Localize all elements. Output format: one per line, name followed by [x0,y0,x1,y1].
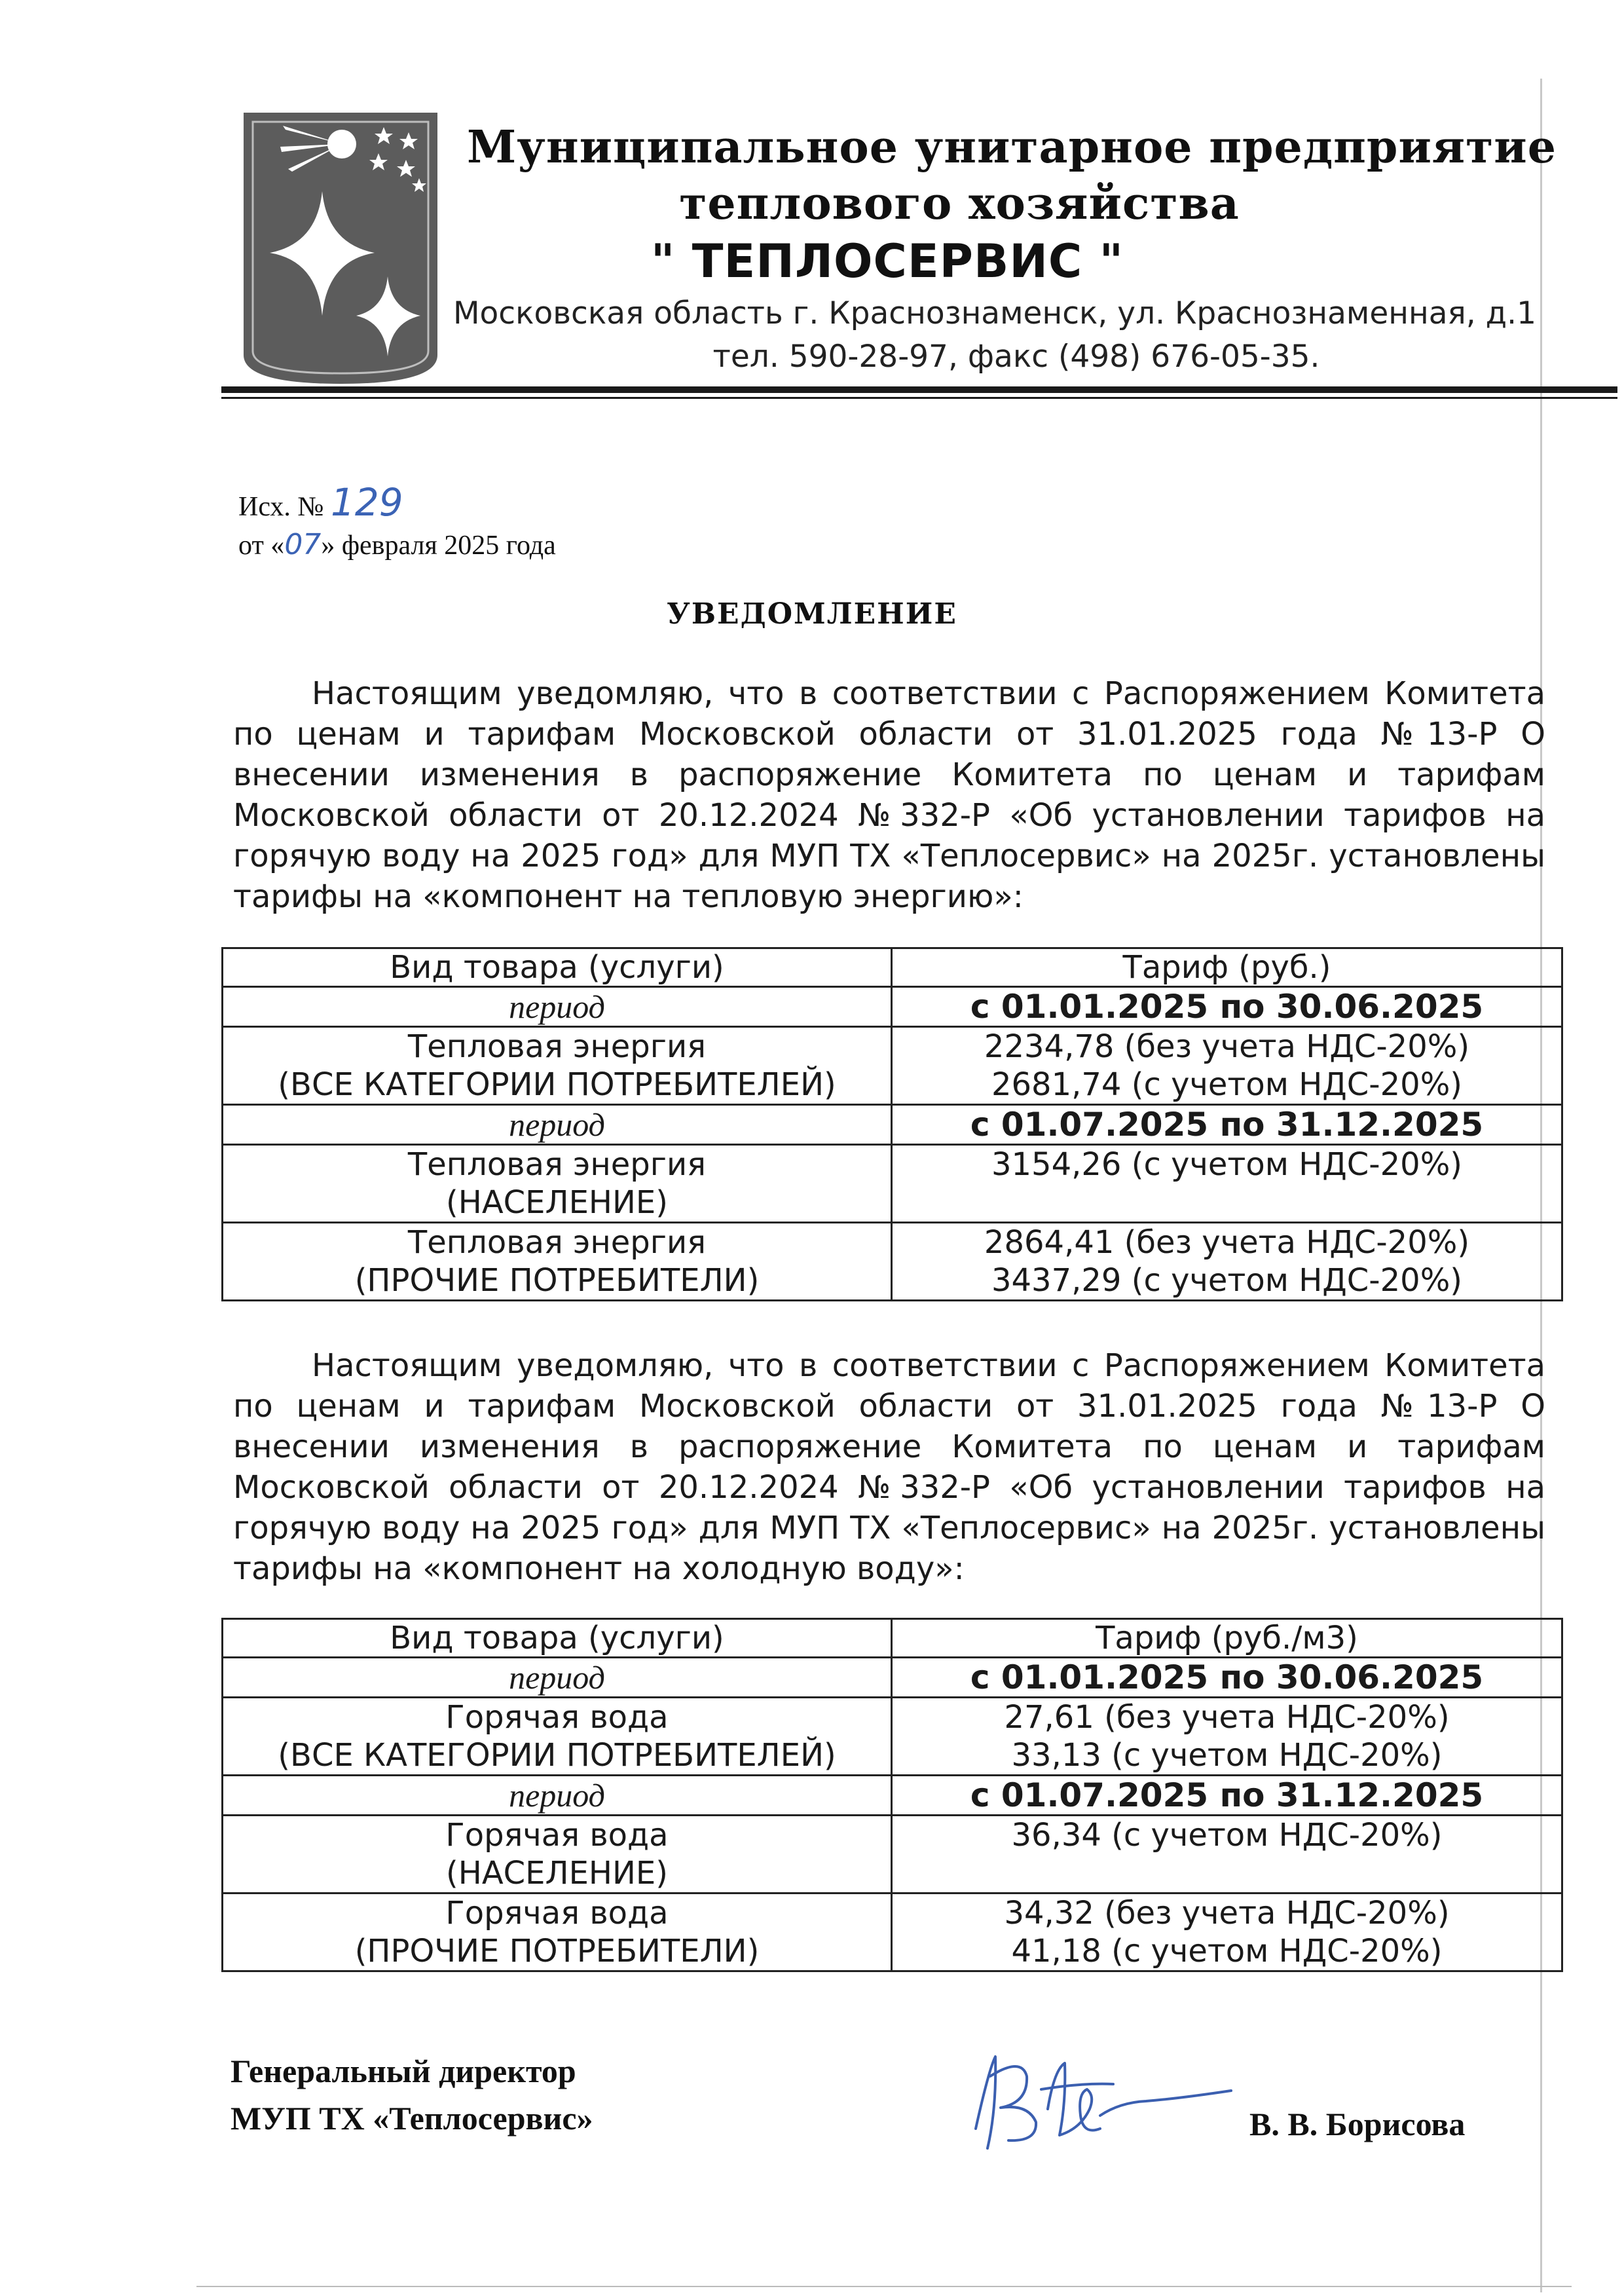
service-category: (ПРОЧИЕ ПОТРЕБИТЕЛИ) [354,1933,760,1969]
period-label-cell: период [223,1105,892,1145]
service-name: Горячая вода [445,1895,669,1931]
tariff-value: 27,61 (без учета НДС-20%) [1004,1699,1450,1736]
table-row [223,987,1562,1027]
service-name: Горячая вода [445,1817,669,1854]
document-title: УВЕДОМЛЕНИЕ [667,597,957,631]
address-line2: тел. 590-28-97, факс (498) 676-05-35. [712,339,1320,375]
tariff-value-cell [892,1027,1562,1105]
period-range-cell: с 01.01.2025 по 30.06.2025 [892,987,1562,1027]
org-name-line3: " ТЕПЛОСЕРВИС " [650,234,1124,288]
signatory-position-line1: Генеральный директор [231,2053,576,2089]
period-label-cell: период [223,987,892,1027]
service-category: (ВСЕ КАТЕГОРИИ ПОТРЕБИТЕЛЕЙ) [278,1066,836,1103]
table-header-cell: Вид товара (услуги) [223,1619,892,1658]
letterhead-divider-thin [221,397,1617,399]
tariff-table-hot-water [221,1618,1563,1972]
service-name: Тепловая энергия [407,1028,707,1065]
tariff-value: 3154,26 (с учетом НДС-20%) [991,1146,1463,1183]
signatory-name: В. В. Борисова [1249,2106,1466,2142]
handwritten-signature-icon [950,2030,1251,2161]
tariff-value: 2681,74 (с учетом НДС-20%) [991,1066,1463,1103]
signatory-position-line2: МУП ТХ «Теплосервис» [231,2100,593,2136]
service-name-cell [223,1816,892,1894]
organization-name [452,119,1572,289]
service-name-cell [223,1894,892,1971]
tariff-value-cell [892,1223,1562,1301]
tariff-value: 36,34 (с учетом НДС-20%) [1011,1817,1443,1854]
tariff-value-cell [892,1894,1562,1971]
service-name: Тепловая энергия [407,1146,707,1183]
tariff-value: 2234,78 (без учета НДС-20%) [984,1028,1470,1065]
table-row [223,1027,1562,1105]
date-suffix: » февраля 2025 года [321,531,556,561]
period-range-cell: с 01.07.2025 по 31.12.2025 [892,1776,1562,1816]
outgoing-number-label: Исх. № [238,492,324,522]
tariff-value-cell [892,1145,1562,1223]
service-name-cell [223,1027,892,1105]
paragraph-heat-energy-text: Настоящим уведомляю, что в соответствии с Распоряжением Комитета по ценам и тарифам Московской области от 31.01.2025 года №13-Р О внесении изменения в распоряжение Комитета по ценам и тарифам Московской области от 20.12.2024 №332-Р «Об установлении тарифов на горячую воду на 2025 год» для МУП ТХ «Теплосервис» на 2025г. установлены тарифы на «компонент на тепловую энергию»: [233,675,1545,915]
table-row [223,1223,1562,1301]
outgoing-number-line [238,480,556,526]
period-range-cell: с 01.07.2025 по 31.12.2025 [892,1105,1562,1145]
tariff-value: 34,32 (без учета НДС-20%) [1004,1895,1450,1931]
service-category: (НАСЕЛЕНИЕ) [446,1855,668,1892]
service-name: Тепловая энергия [407,1224,707,1261]
outgoing-date-line [238,526,556,565]
table-row [223,1816,1562,1894]
service-name-cell [223,1223,892,1301]
outgoing-reference [238,480,556,565]
scan-bottom-edge [196,2286,1572,2287]
table-row [223,1105,1562,1145]
tariff-table-heat-energy [221,947,1563,1301]
organization-address [453,292,1593,379]
signatory-position [231,2047,593,2142]
tariff-value: 3437,29 (с учетом НДС-20%) [991,1262,1463,1299]
table-row [223,1776,1562,1816]
tariff-value-cell [892,1698,1562,1776]
table-row [223,1619,1562,1658]
service-name: Горячая вода [445,1699,669,1736]
outgoing-number-handwritten: 129 [331,480,403,525]
tariff-value: 2864,41 (без учета НДС-20%) [984,1224,1470,1261]
coat-of-arms-logo-icon [244,113,437,384]
period-label-cell: период [223,1776,892,1816]
paragraph-cold-water [233,1345,1545,1589]
table-row [223,1145,1562,1223]
date-prefix: от « [238,531,285,561]
service-category: (НАСЕЛЕНИЕ) [446,1184,668,1221]
date-day-handwritten: 07 [284,528,322,561]
table-row [223,1698,1562,1776]
period-range-cell: с 01.01.2025 по 30.06.2025 [892,1658,1562,1698]
table-row [223,1894,1562,1971]
org-name-line1: Муниципальное унитарное предприятие [467,121,1557,174]
org-name-line2: теплового хозяйства [679,177,1240,230]
table-row [223,948,1562,987]
table-row [223,1658,1562,1698]
paragraph-heat-energy [233,673,1545,917]
letterhead-divider-thick [221,386,1617,393]
tariff-value: 41,18 (с учетом НДС-20%) [1011,1933,1443,1969]
service-name-cell [223,1145,892,1223]
address-line1: Московская область г. Краснознаменск, ул. Краснознаменная, д.1 [453,295,1537,331]
period-label-cell: период [223,1658,892,1698]
service-category: (ВСЕ КАТЕГОРИИ ПОТРЕБИТЕЛЕЙ) [278,1737,836,1774]
table-header-cell: Тариф (руб./м3) [892,1619,1562,1658]
table-header-cell: Тариф (руб.) [892,948,1562,987]
service-category: (ПРОЧИЕ ПОТРЕБИТЕЛИ) [354,1262,760,1299]
paragraph-cold-water-text: Настоящим уведомляю, что в соответствии с Распоряжением Комитета по ценам и тарифам Московской области от 31.01.2025 года №13-Р О внесении изменения в распоряжение Комитета по ценам и тарифам Московской области от 20.12.2024 №332-Р «Об установлении тарифов на горячую воду на 2025 год» для МУП ТХ «Теплосервис» на 2025г. установлены тарифы на «компонент на холодную воду»: [233,1347,1545,1587]
service-name-cell [223,1698,892,1776]
table-header-cell: Вид товара (услуги) [223,948,892,987]
tariff-value-cell [892,1816,1562,1894]
tariff-value: 33,13 (с учетом НДС-20%) [1011,1737,1443,1774]
